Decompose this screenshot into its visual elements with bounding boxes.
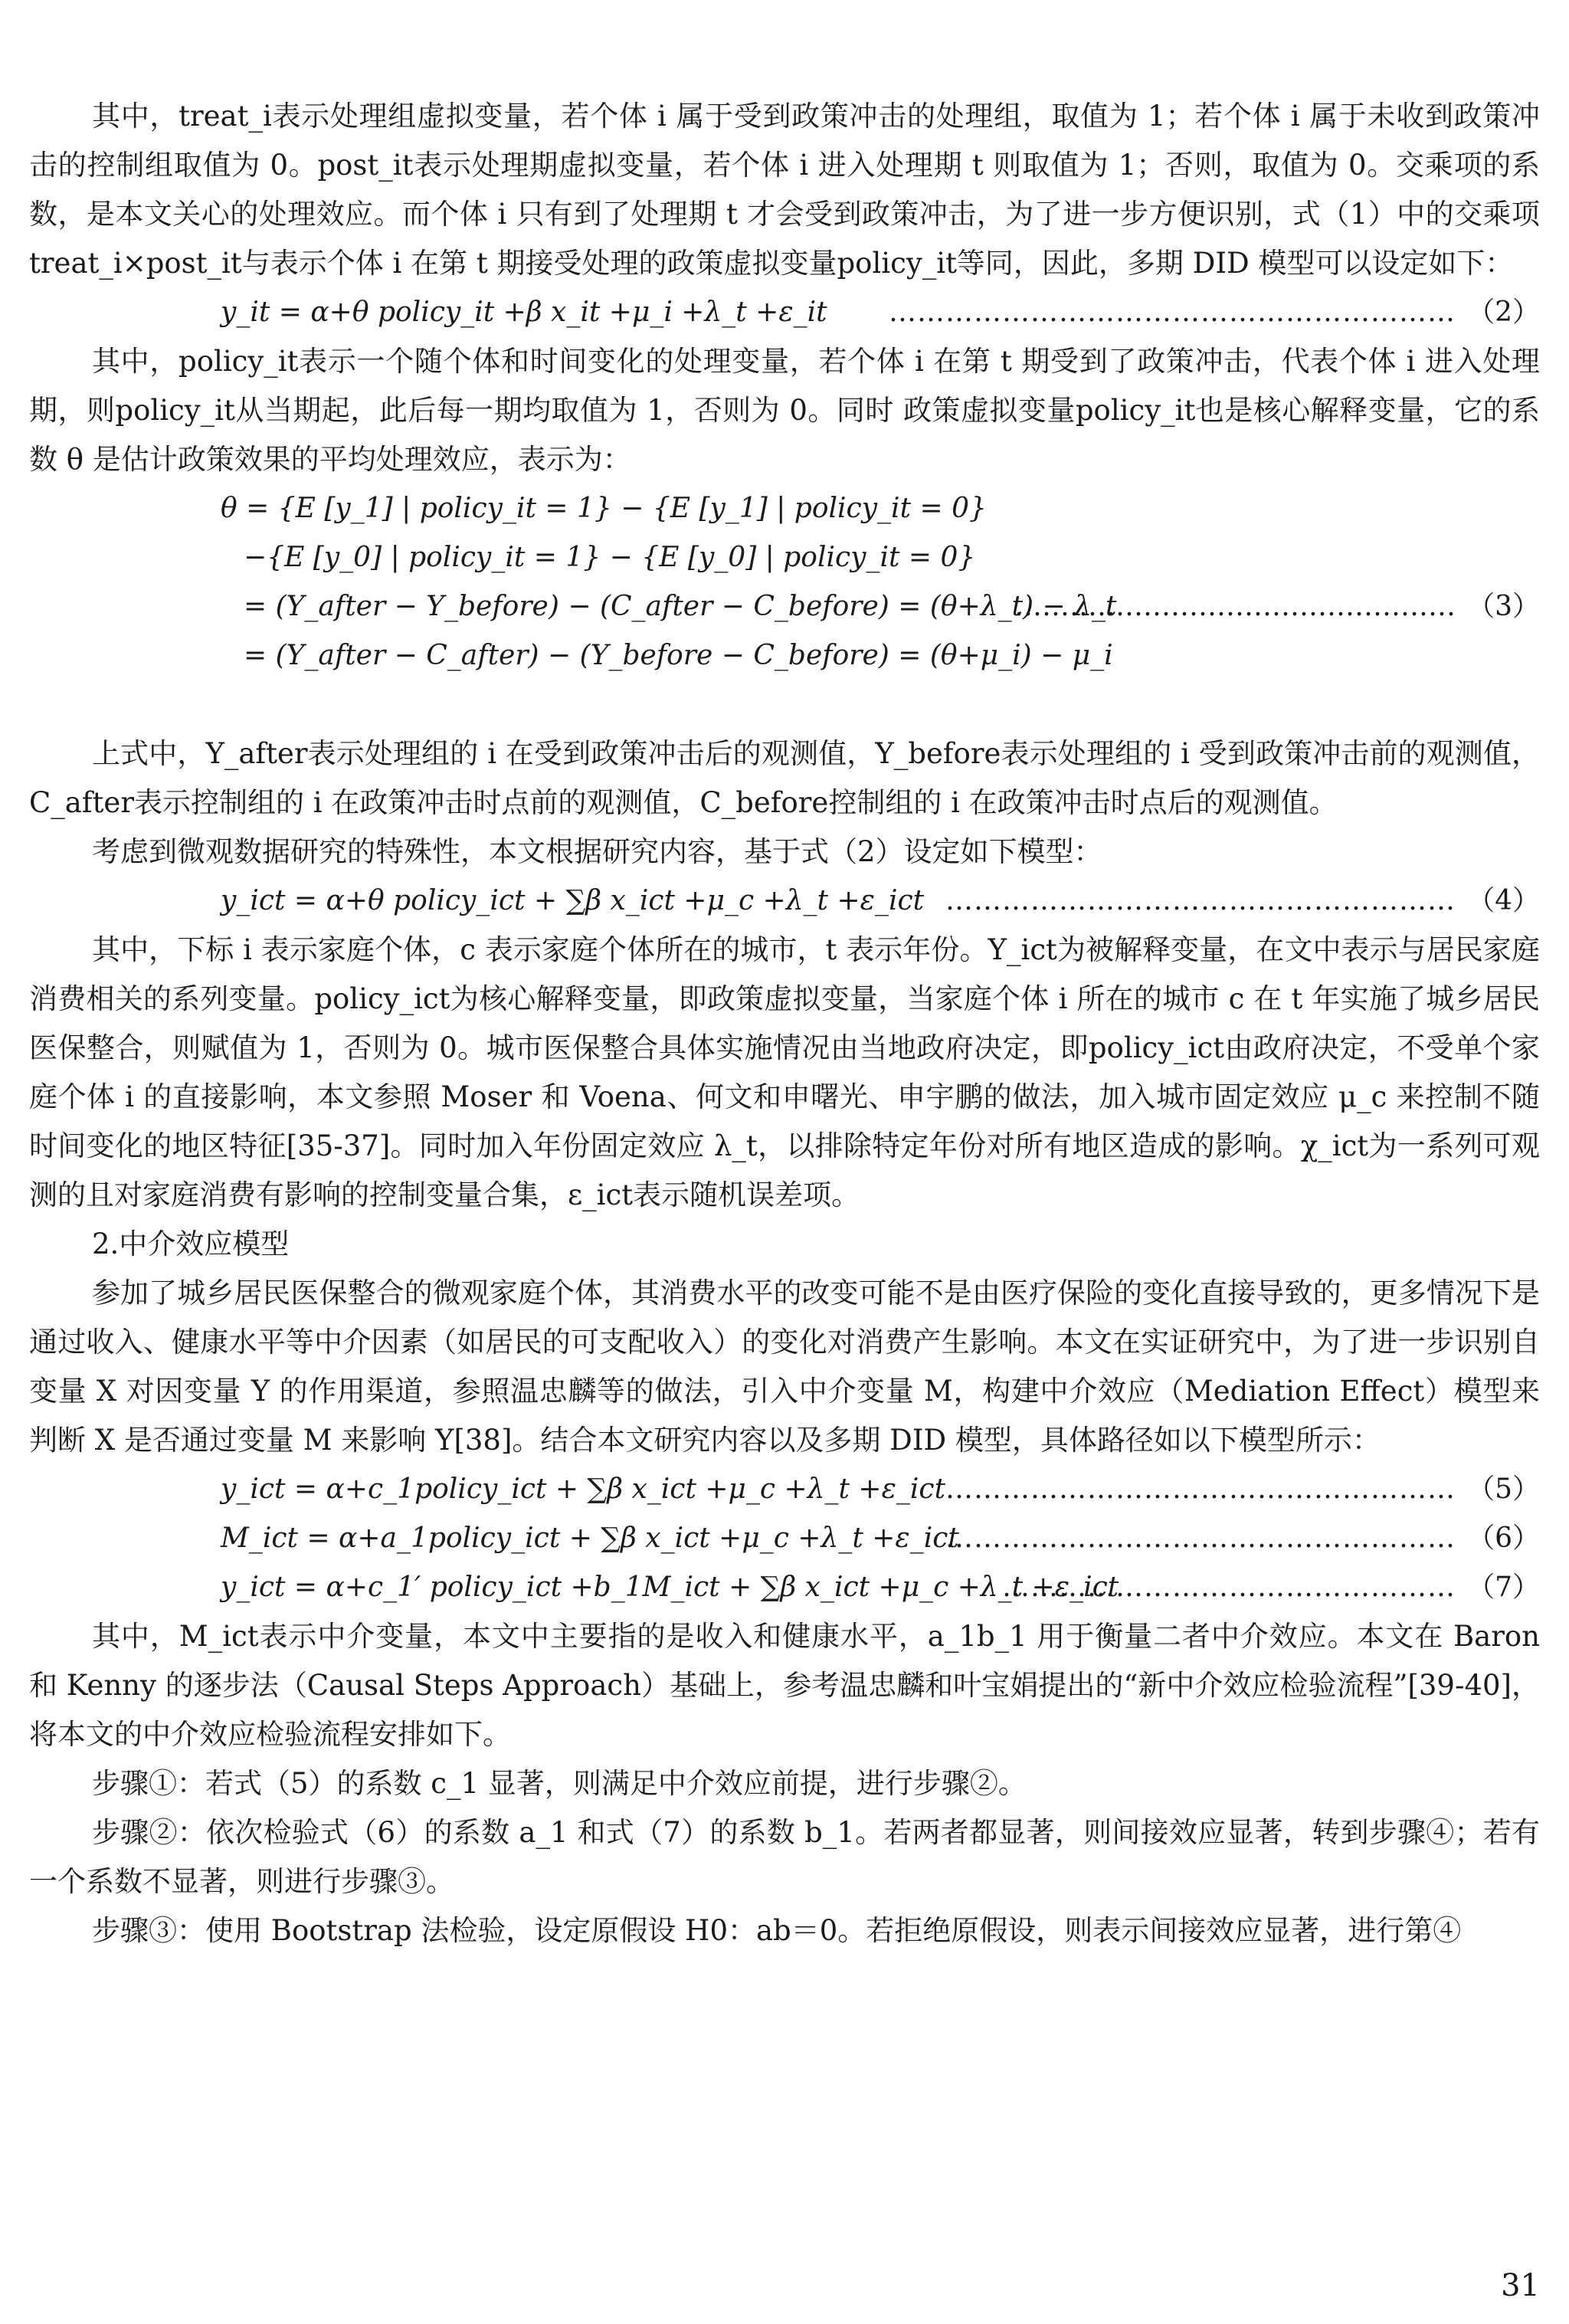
paragraph-treat-post: 其中，treat_i表示处理组虚拟变量，若个体 i 属于受到政策冲击的处理组，取值为 1；若个体 i 属于未收到政策冲击的控制组取值为 0。post_it表示处理期虚拟变量，若个体 i 进入处理期 t 则取值为 1；否则，取值为 0。交乘项的系数，是本文关心的处理效应。而个体 i 只有到了处理期 t 才会受到政策冲击，为了进一步方便识别，式（1）中的交乘项treat_i×post_it与表示个体 i 在第 t 期接受处理的政策虚拟变量policy_it等同，因此，多期 DID 模型可以设定如下： xyxy=(29,100,1540,280)
paragraph-step-1: 步骤①：若式（5）的系数 c_1 显著，则满足中介效应前提，进行步骤②。 xyxy=(92,1767,1027,1800)
equation-3 xyxy=(29,484,1540,729)
equation-3-number: （3） xyxy=(1467,591,1540,622)
equation-2-number: （2） xyxy=(1467,297,1540,328)
equation-5-number: （5） xyxy=(1467,1473,1540,1505)
equation-6 xyxy=(29,1514,1540,1563)
paragraph-policy: 其中，policy_it表示一个随个体和时间变化的处理变量，若个体 i 在第 t 期受到了政策冲击，代表个体 i 进入处理期，则policy_it从当期起，此后每一期均取值为 1，否则为 0。同时 政策虚拟变量policy_it也是核心解释变量，它的系数 θ 是估计政策效果的平均处理效应，表示为： xyxy=(29,345,1540,476)
equation-7-number: （7） xyxy=(1467,1572,1540,1603)
equation-2-formula: y_it = α+θ policy_it +β x_it +μ_i +λ_t +ε_it xyxy=(221,297,827,328)
equation-3-line-4: = (Y_after − C_after) − (Y_before − C_before) = (θ+μ_i) − μ_i xyxy=(244,640,1113,671)
section-heading-mediation: 2.中介效应模型 xyxy=(92,1228,290,1260)
paragraph-mediator: 其中，M_ict表示中介变量，本文中主要指的是收入和健康水平，a_1b_1 用于衡量二者中介效应。本文在 Baron 和 Kenny 的逐步法（Causal Steps Approach）基础上，参考温忠麟和叶宝娟提出的“新中介效应检验流程”[39-40]，将本文的中介效应检验流程安排如下。 xyxy=(29,1620,1549,1751)
equation-7 xyxy=(29,1563,1540,1612)
leader-dots: ………………………………………… xyxy=(1014,591,1456,622)
leader-dots: ……………………………………………… xyxy=(945,885,1456,916)
equation-5-formula: y_ict = α+c_1policy_ict + ∑β x_ict +μ_c +λ_t +ε_ict xyxy=(221,1473,946,1505)
equation-4 xyxy=(29,877,1540,926)
equation-3-line-3: = (Y_after − Y_before) − (C_after − C_before) = (θ+λ_t) − λ_t xyxy=(244,591,1117,622)
paragraph-micro-data: 考虑到微观数据研究的特殊性，本文根据研究内容，基于式（2）设定如下模型： xyxy=(92,835,1102,868)
equation-2 xyxy=(29,288,1540,337)
paragraph-step-3: 步骤③：使用 Bootstrap 法检验，设定原假设 H0：ab＝0。若拒绝原假设，则表示间接效应显著，进行第④ xyxy=(92,1914,1462,1947)
paper-page xyxy=(29,92,1549,1955)
leader-dots: …………………………………………………… xyxy=(889,297,1456,328)
paragraph-step-2: 步骤②：依次检验式（6）的系数 a_1 和式（7）的系数 b_1。若两者都显著，则间接效应显著，转到步骤④；若有一个系数不显著，则进行步骤③。 xyxy=(29,1816,1540,1898)
equation-6-formula: M_ict = α+a_1policy_ict + ∑β x_ict +μ_c +λ_t +ε_ict xyxy=(221,1523,959,1554)
page-number: 31 xyxy=(1501,2268,1540,2303)
equation-3-line-1: θ = {E [y_1] | policy_it = 1} − {E [y_1] | policy_it = 0} xyxy=(221,493,987,524)
paragraph-subscripts: 其中，下标 i 表示家庭个体，c 表示家庭个体所在的城市，t 表示年份。Y_ict为被解释变量，在文中表示与居民家庭消费相关的系列变量。policy_ict为核心解释变量，即政策虚拟变量，当家庭个体 i 所在的城市 c 在 t 年实施了城乡居民医保整合，则赋值为 1，否则为 0。城市医保整合具体实施情况由当地政府决定，即policy_ict由政府决定，不受单个家庭个体 i 的直接影响，本文参照 Moser 和 Voena、何文和申曙光、申宇鹏的做法，加入城市固定效应 μ_c 来控制不随时间变化的地区特征[35-37]。同时加入年份固定效应 λ_t，以排除特定年份对所有地区造成的影响。χ_ict为一系列可观测的且对家庭消费有影响的控制变量合集，ε_ict表示随机误差项。 xyxy=(29,933,1540,1211)
paragraph-observations: 上式中，Y_after表示处理组的 i 在受到政策冲击后的观测值，Y_before表示处理组的 i 受到政策冲击前的观测值，C_after表示控制组的 i 在政策冲击时点前的观测值，C_before控制组的 i 在政策冲击时点后的观测值。 xyxy=(29,737,1540,819)
equation-5 xyxy=(29,1465,1540,1514)
equation-3-line-2: −{E [y_0] | policy_it = 1} − {E [y_0] | policy_it = 0} xyxy=(244,542,976,573)
equation-4-number: （4） xyxy=(1467,885,1540,916)
leader-dots: ……………………………………………… xyxy=(945,1523,1456,1554)
leader-dots: ……………………………………………… xyxy=(945,1473,1456,1505)
equation-6-number: （6） xyxy=(1467,1523,1540,1554)
equation-7-formula: y_ict = α+c_1′ policy_ict +b_1M_ict + ∑β x_ict +μ_c +λ_t +ε_ict xyxy=(221,1572,1119,1603)
leader-dots: ………………………………………… xyxy=(1002,1572,1456,1603)
equation-4-formula: y_ict = α+θ policy_ict + ∑β x_ict +μ_c +λ_t +ε_ict xyxy=(221,885,925,916)
paragraph-mediation-intro: 参加了城乡居民医保整合的微观家庭个体，其消费水平的改变可能不是由医疗保险的变化直接导致的，更多情况下是通过收入、健康水平等中介因素（如居民的可支配收入）的变化对消费产生影响。本文在实证研究中，为了进一步识别自变量 X 对因变量 Y 的作用渠道，参照温忠麟等的做法，引入中介变量 M，构建中介效应（Mediation Effect）模型来判断 X 是否通过变量 M 来影响 Y[38]。结合本文研究内容以及多期 DID 模型，具体路径如以下模型所示： xyxy=(29,1277,1540,1457)
